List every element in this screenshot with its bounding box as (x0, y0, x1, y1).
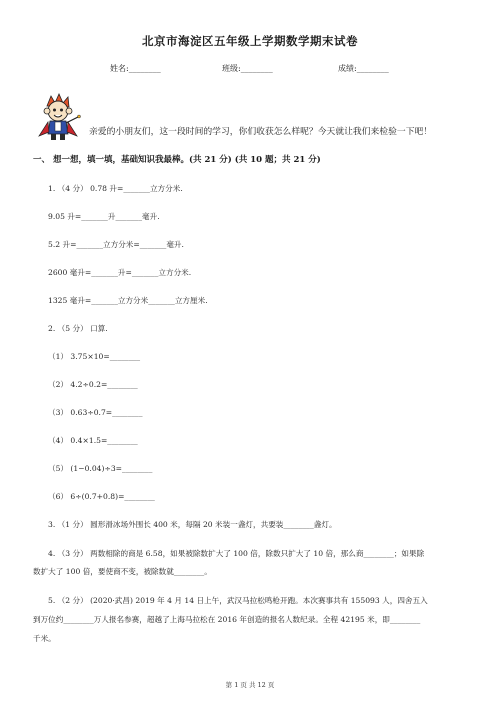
question-4-line-1: 4. （3 分） 两数相除的商是 6.58，如果被除数扩大了 100 倍，除数只扩大了 10 倍，那么商________；如果除 (48, 549, 425, 558)
question-2-item-5: （5） (1−0.04)÷3=________ (48, 464, 153, 473)
question-2-item-1: （1） 3.75×10=________ (48, 352, 141, 361)
question-5-line-3: 千米。 (33, 634, 56, 643)
greeting-text: 亲爱的小朋友们，这一段时间的学习，你们收获怎么样呢？今天就让我们来检验一下吧！ (89, 127, 433, 137)
question-1: 1. （4 分） 0.78 升=_______立方分米. (48, 184, 183, 193)
question-3: 3. （1 分） 圆形滑冰场外围长 400 米，每隔 20 米装一盏灯，共要装________盏灯。 (48, 520, 337, 529)
score-field[interactable]: 成绩:________ (338, 64, 389, 73)
question-5-line-2: 到万位约________万人报名参赛，超越了上海马拉松在 2016 年创造的报名人数纪录。全程 42195 米，即________ (33, 615, 421, 624)
question-1-sub-3: 5.2 升=_______立方分米=_______毫升. (48, 240, 184, 249)
question-2-item-6: （6） 6÷(0.7+0.8)=________ (48, 492, 155, 501)
question-4-line-2: 数扩大了 100 倍，要使商不变，被除数就________。 (33, 567, 212, 576)
class-field[interactable]: 班级:________ (222, 64, 273, 73)
question-1-sub-5: 1325 毫升=_______立方分米_______立方厘米. (48, 296, 208, 305)
monkey-mascot-icon (33, 92, 83, 142)
name-field[interactable]: 姓名:________ (110, 64, 161, 73)
page-title: 北京市海淀区五年级上学期数学期末试卷 (142, 34, 358, 48)
question-5-line-1: 5. （2 分） (2020·武昌) 2019 年 4 月 14 日上午，武汉马拉松鸣枪开跑。本次赛事共有 155093 人，四舍五入 (48, 596, 428, 605)
question-2-item-4: （4） 0.4×1.5=________ (48, 436, 138, 445)
section-heading-1: 一、 想一想，填一填，基础知识我最棒。(共 21 分) (共 10 题；共 21 分) (33, 155, 321, 165)
question-2-item-3: （3） 0.63÷0.7=________ (48, 408, 143, 417)
page-number: 第 1 页 共 12 页 (225, 681, 275, 689)
question-1-sub-4: 2600 毫升=_______升=_______立方分米. (48, 268, 192, 277)
question-2: 2. （5 分） 口算. (48, 324, 108, 333)
question-1-sub-2: 9.05 升=_______升_______毫升. (48, 212, 160, 221)
question-2-item-2: （2） 4.2÷0.2=________ (48, 380, 138, 389)
